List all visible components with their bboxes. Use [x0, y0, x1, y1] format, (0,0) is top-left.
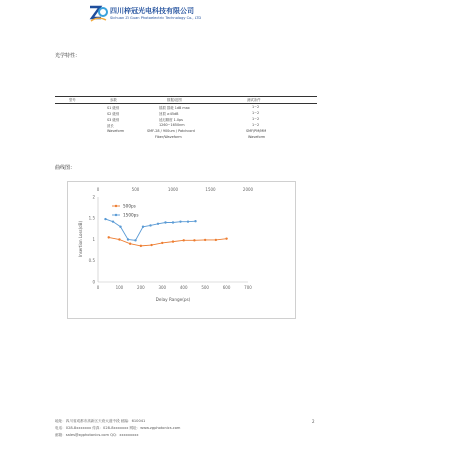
secondary-x-tick-label: 2000: [242, 187, 254, 192]
legend-label-1500ps: 1500ps: [123, 212, 139, 218]
data-point-500ps: [193, 239, 195, 241]
footer-address: 地址：四川省成都市高新区天府大道中段 邮编：610041: [55, 419, 146, 423]
table-cell: 回损 ≥45dB: [159, 112, 179, 116]
table-cell: 1260~1650nm: [159, 123, 185, 127]
page-number: 2: [312, 419, 315, 424]
table-top-rule: [55, 96, 317, 97]
y-tick-label: 2: [92, 194, 95, 200]
table-cell: 1~2: [252, 123, 260, 127]
data-point-500ps: [204, 239, 206, 241]
data-point-1500ps: [194, 220, 196, 222]
table-cell: SMF-28 / 900um / Patchcord: [147, 129, 195, 133]
y-tick-label: 1: [92, 236, 95, 242]
x-tick-label: 500: [201, 285, 209, 290]
data-point-1500ps: [134, 239, 136, 241]
table-cell: 1~2: [252, 111, 260, 115]
table-cell: S3 级别: [107, 118, 120, 122]
data-point-1500ps: [104, 218, 106, 220]
table-cell: Fiber/Waveform: [155, 135, 182, 139]
x-tick-label: 300: [158, 285, 167, 290]
data-point-500ps: [140, 245, 142, 247]
table-header-cell: 型号: [69, 98, 76, 102]
x-tick-label: 700: [244, 285, 252, 290]
chart-container: [67, 181, 296, 319]
y-tick-label: 0.5: [88, 258, 95, 264]
legend-label-500ps: 500ps: [123, 203, 136, 209]
data-point-1500ps: [157, 223, 159, 225]
table-cell: 延迟精度 1.0ps: [159, 118, 183, 122]
table-cell: 插损 损耗 1dB max: [159, 106, 190, 110]
data-point-500ps: [129, 243, 131, 245]
chart-marks: [89, 187, 254, 290]
series-line-500ps: [109, 237, 227, 246]
data-point-1500ps: [149, 224, 151, 226]
table-header-cell: 测试条件: [247, 98, 261, 102]
data-point-500ps: [183, 239, 185, 241]
table-cell: 1~2: [252, 117, 260, 121]
series-line-1500ps: [106, 219, 196, 240]
secondary-x-tick-label: 500: [131, 187, 140, 192]
data-point-500ps: [225, 237, 227, 239]
data-point-500ps: [172, 240, 174, 242]
y-tick-label: 0: [92, 279, 95, 285]
table-cell: S2 级别: [107, 112, 120, 116]
table-cell: SMF/PM/MM: [246, 129, 267, 133]
data-point-1500ps: [187, 220, 189, 222]
logo-mark-icon: [88, 4, 108, 24]
table-header-cell: 参数: [110, 98, 117, 102]
data-point-1500ps: [112, 220, 114, 222]
table-cell: Waveform: [107, 129, 125, 133]
secondary-x-tick-label: 0: [96, 187, 100, 192]
data-point-1500ps: [164, 221, 166, 223]
curve-section-title: 曲线图：: [55, 165, 76, 171]
footer-email: 邮箱：sales@zgphotonics.com QQ：xxxxxxxxx: [55, 433, 139, 437]
y-tick-label: 1.5: [88, 215, 95, 221]
data-point-500ps: [118, 238, 120, 240]
data-point-1500ps: [172, 221, 174, 223]
x-tick-label: 0: [96, 285, 100, 290]
company-logo: [88, 4, 202, 24]
x-tick-label: 400: [179, 285, 188, 290]
table-cell: Waveform: [248, 135, 266, 139]
table-header-rule: [55, 103, 317, 104]
data-point-1500ps: [142, 226, 144, 228]
legend-marker-500ps: [115, 205, 117, 207]
data-point-500ps: [150, 244, 152, 246]
data-point-500ps: [108, 236, 110, 238]
legend-marker-1500ps: [115, 214, 117, 216]
data-point-500ps: [215, 239, 217, 241]
x-axis-label: Delay Range(ps): [155, 297, 191, 302]
data-point-1500ps: [179, 220, 181, 222]
secondary-x-tick-label: 1500: [205, 187, 216, 192]
data-point-500ps: [161, 242, 163, 244]
footer-contact: 电话：028-8xxxxxxx 传真：028-8xxxxxxx 网址：www.zgphotonics.com: [55, 426, 181, 430]
table-cell: 1~2: [252, 105, 260, 109]
x-tick-label: 200: [137, 285, 145, 290]
chart-legend: [112, 204, 139, 218]
table-cell: 波长: [107, 124, 114, 128]
y-axis-label: Insertion Loss(dB): [78, 220, 83, 258]
x-tick-label: 100: [115, 285, 124, 290]
company-name-cn: 四川梓冠光电科技有限公司: [110, 7, 194, 15]
insertion-loss-chart: [68, 182, 295, 318]
data-point-1500ps: [119, 226, 121, 228]
data-point-1500ps: [127, 238, 129, 240]
x-tick-label: 600: [222, 285, 231, 290]
table-header-cell: 数据/范围: [167, 98, 182, 102]
spec-section-title: 光学特性：: [55, 53, 81, 59]
secondary-x-tick-label: 1000: [167, 187, 179, 192]
table-cell: S1 级别: [107, 106, 120, 110]
company-name-en: Sichuan Zi Guan Photoelectric Technology Co., LTD: [110, 16, 202, 20]
